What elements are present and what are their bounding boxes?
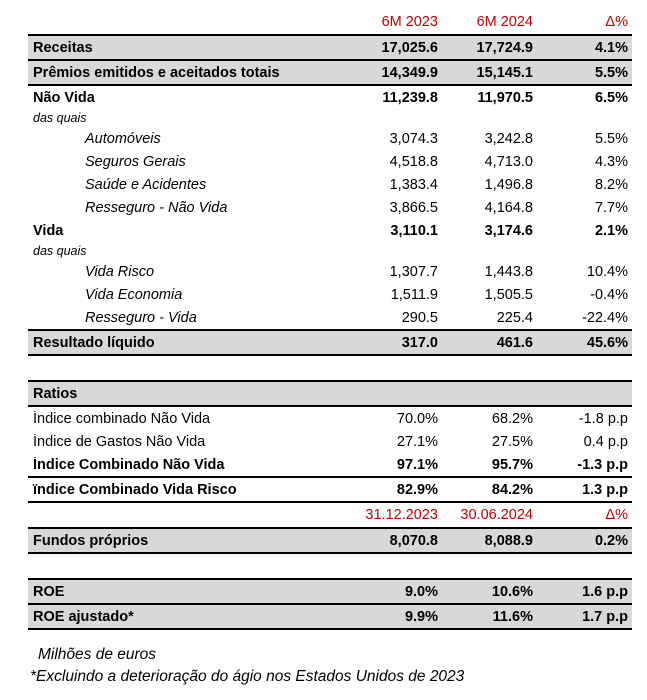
footnote-units: Milhões de euros (38, 646, 157, 663)
table-row (28, 109, 632, 127)
value-delta: 6.5% (594, 89, 628, 106)
table-row (28, 283, 632, 306)
table-row (28, 260, 632, 283)
value-period-2: 15,145.1 (476, 64, 533, 81)
value-period-2: 68.2% (491, 410, 533, 427)
value-period-1: 6M 2023 (381, 14, 438, 30)
spacer-row (28, 554, 632, 578)
table-row (28, 34, 632, 61)
value-delta: 1.6 p.p (582, 583, 628, 600)
value-delta: Δ% (605, 14, 628, 30)
value-period-2: 17,724.9 (476, 39, 533, 56)
value-period-1: 82.9% (396, 481, 438, 498)
value-period-2: 11,970.5 (477, 89, 533, 106)
table-row (28, 478, 632, 503)
row-label: Índice combinado Não Vida (33, 410, 211, 427)
financial-table (28, 10, 632, 630)
table-row (28, 306, 632, 329)
row-label: Vida Economia (85, 286, 183, 303)
table-row (28, 219, 632, 242)
table-row (28, 61, 632, 86)
table-row (28, 453, 632, 478)
value-delta: 5.5% (594, 130, 628, 147)
value-delta: 4.1% (594, 39, 628, 56)
row-label: Resseguro - Vida (85, 309, 197, 326)
value-period-1: 8,070.8 (389, 532, 438, 549)
value-period-2: 225.4 (496, 309, 533, 326)
value-period-1: 97.1% (396, 456, 438, 473)
row-label: ROE ajustado* (33, 608, 134, 625)
table-row (28, 578, 632, 605)
row-label: Receitas (33, 39, 93, 56)
spacer-row (28, 356, 632, 380)
row-label: Vida Risco (85, 263, 155, 280)
row-label: Prêmios emitidos e aceitados totais (33, 64, 280, 81)
table-row (28, 127, 632, 150)
table-row (28, 605, 632, 630)
value-period-2: 95.7% (491, 456, 533, 473)
value-period-1: 1,383.4 (389, 176, 438, 193)
row-label: Resultado líquido (33, 334, 155, 351)
table-row (28, 407, 632, 430)
value-period-1: 3,866.5 (389, 199, 438, 216)
row-label: Automóveis (85, 130, 161, 147)
row-label: Índice Combinado Não Vida (33, 456, 225, 473)
value-period-1: 317.0 (401, 334, 438, 351)
value-period-2: 8,088.9 (484, 532, 533, 549)
value-delta: -1.8 p.p (578, 410, 628, 427)
value-period-1: 4,518.8 (389, 153, 438, 170)
value-delta: 1.3 p.p (582, 481, 628, 498)
value-period-1: 9.9% (404, 608, 438, 625)
value-delta: 0.2% (594, 532, 628, 549)
row-label: Seguros Gerais (85, 153, 186, 170)
row-label: das quais (33, 244, 87, 258)
value-period-1: 11,239.8 (382, 89, 438, 106)
value-delta: 2.1% (594, 222, 628, 239)
value-period-2: 30.06.2024 (460, 507, 533, 523)
row-label: ïndice Combinado Vida Risco (33, 481, 237, 498)
value-period-1: 27.1% (396, 433, 438, 450)
table-row (28, 329, 632, 356)
value-period-2: 461.6 (496, 334, 533, 351)
value-delta: 5.5% (594, 64, 628, 81)
value-period-1: 14,349.9 (381, 64, 438, 81)
value-period-1: 3,110.1 (390, 222, 438, 239)
row-label: Ratios (33, 385, 78, 402)
value-period-2: 1,505.5 (484, 286, 533, 303)
value-period-1: 290.5 (401, 309, 438, 326)
row-label: Vida (33, 222, 64, 239)
table-row (28, 196, 632, 219)
value-delta: 0.4 p.p (583, 433, 628, 450)
value-period-2: 27.5% (491, 433, 533, 450)
value-period-2: 6M 2024 (476, 14, 533, 30)
value-period-2: 10.6% (491, 583, 533, 600)
value-period-2: 11.6% (492, 608, 533, 625)
value-delta: 1.7 p.p (582, 608, 628, 625)
value-delta: 45.6% (586, 334, 628, 351)
value-period-2: 3,242.8 (484, 130, 533, 147)
value-period-1: 17,025.6 (381, 39, 438, 56)
value-period-2: 1,443.8 (484, 263, 533, 280)
value-period-2: 84.2% (491, 481, 533, 498)
footnotes (30, 644, 464, 689)
value-period-1: 70.0% (396, 410, 438, 427)
footnote-adjustment: *Excluindo a deterioração do ágio nos Estados Unidos de 2023 (30, 668, 465, 686)
table-row (28, 527, 632, 554)
row-label: Fundos próprios (33, 532, 149, 549)
value-period-2: 3,174.6 (484, 222, 533, 239)
row-label: Resseguro - Não Vida (85, 199, 228, 216)
column-header-row (28, 10, 632, 34)
value-period-2: 4,164.8 (484, 199, 533, 216)
value-delta: -22.4% (582, 309, 628, 326)
row-label: Índice de Gastos Não Vida (33, 433, 206, 450)
value-delta: -1.3 p.p (577, 456, 628, 473)
row-label: das quais (33, 111, 87, 125)
value-delta: 10.4% (586, 263, 628, 280)
value-period-1: 9.0% (404, 583, 438, 600)
value-delta: 4.3% (594, 153, 628, 170)
value-period-1: 1,511.9 (390, 286, 438, 303)
value-delta: 7.7% (594, 199, 628, 216)
row-label: Saúde e Acidentes (85, 176, 207, 193)
table-row (28, 86, 632, 109)
value-period-2: 4,713.0 (484, 153, 533, 170)
value-delta: 8.2% (594, 176, 628, 193)
value-period-1: 3,074.3 (389, 130, 438, 147)
column-header-row (28, 503, 632, 527)
table-row (28, 380, 632, 407)
value-period-1: 1,307.7 (389, 263, 438, 280)
value-delta: Δ% (605, 507, 628, 523)
table-row (28, 430, 632, 453)
table-row (28, 150, 632, 173)
table-row (28, 173, 632, 196)
row-label: ROE (33, 583, 65, 600)
value-period-1: 31.12.2023 (365, 507, 438, 523)
table-row (28, 242, 632, 260)
value-delta: -0.4% (590, 286, 628, 303)
value-period-2: 1,496.8 (484, 176, 533, 193)
row-label: Não Vida (33, 89, 95, 106)
